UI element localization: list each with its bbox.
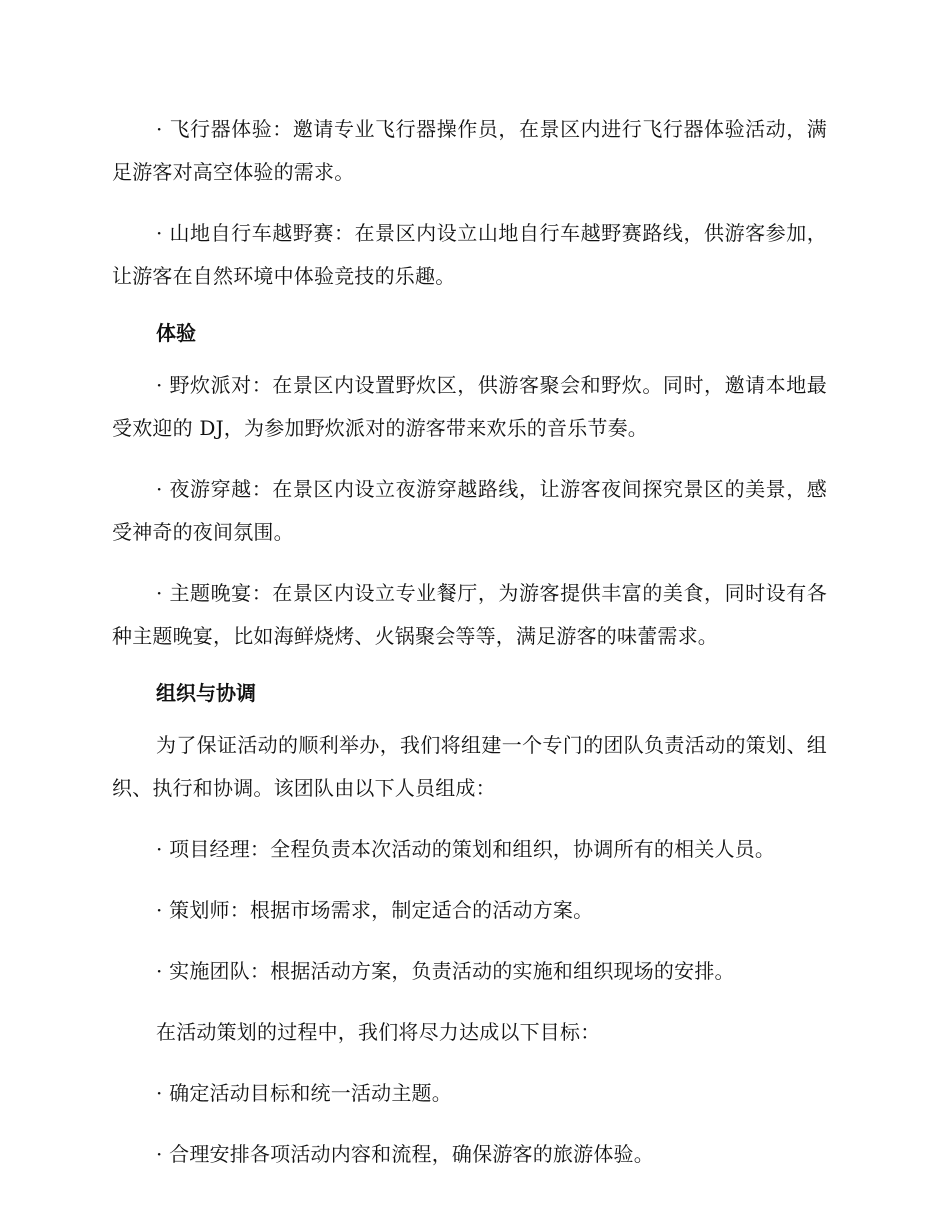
section-heading-experience: 体验 [156, 321, 196, 345]
bullet-planner: · 策划师：根据市场需求，制定适合的活动方案。 [156, 898, 594, 922]
bullet-flight-experience: · 飞行器体验：邀请专业飞行器操作员，在景区内进行飞行器体验活动，满足游客对高空体验的需求。 [112, 117, 827, 184]
section-heading-organization: 组织与协调 [156, 681, 256, 705]
bullet-goal-theme: · 确定活动目标和统一活动主题。 [156, 1081, 452, 1105]
document-body [112, 108, 827, 1194]
bullet-picnic-party: · 野炊派对：在景区内设置野炊区，供游客聚会和野炊。同时，邀请本地最受欢迎的 DJ，为参加野炊派对的游客带来欢乐的音乐节奏。 [112, 373, 827, 440]
body-paragraph-team: 为了保证活动的顺利举办，我们将组建一个专门的团队负责活动的策划、组织、执行和协调。该团队由以下人员组成： [112, 733, 827, 800]
body-paragraph-goals: 在活动策划的过程中，我们将尽力达成以下目标： [156, 1020, 601, 1044]
bullet-implementation-team: · 实施团队：根据活动方案，负责活动的实施和组织现场的安排。 [156, 959, 735, 983]
bullet-goal-schedule: · 合理安排各项活动内容和流程，确保游客的旅游体验。 [156, 1142, 654, 1166]
bullet-theme-dinner: · 主题晚宴：在景区内设立专业餐厅，为游客提供丰富的美食，同时设有各种主题晚宴，比如海鲜烧烤、火锅聚会等等，满足游客的味蕾需求。 [112, 581, 827, 648]
bullet-mountain-bike-race: · 山地自行车越野赛：在景区内设立山地自行车越野赛路线，供游客参加，让游客在自然环境中体验竞技的乐趣。 [112, 221, 827, 288]
bullet-night-tour: · 夜游穿越：在景区内设立夜游穿越路线，让游客夜间探究景区的美景，感受神奇的夜间氛围。 [112, 477, 827, 544]
bullet-project-manager: · 项目经理：全程负责本次活动的策划和组织，协调所有的相关人员。 [156, 837, 776, 861]
